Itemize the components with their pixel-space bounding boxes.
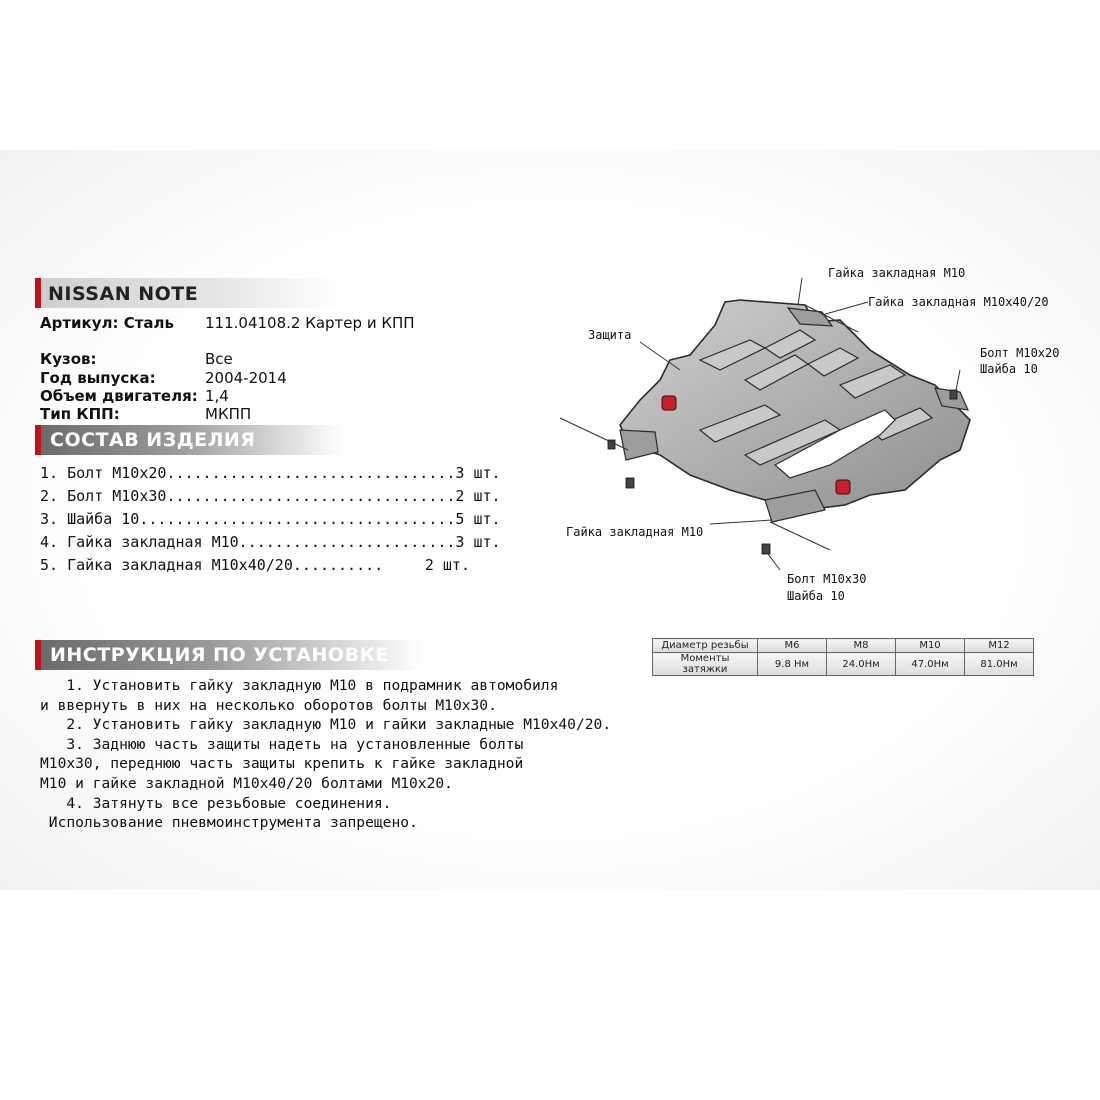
instruction-line: 3. Заднюю часть защиты надеть на установленные болты: [40, 735, 524, 753]
instruction-line: М10 и гайке закладной М10x40/20 болтами М10x20.: [40, 774, 453, 792]
part-qty: 3 шт.: [455, 533, 501, 551]
leader-line: [710, 520, 772, 524]
leader-line: [798, 278, 802, 305]
spec-label-year: Год выпуска:: [40, 369, 156, 387]
red-nut-left: [662, 396, 676, 410]
spec-label-engine: Объем двигателя:: [40, 387, 198, 405]
instructions-title: ИНСТРУКЦИЯ ПО УСТАНОВКЕ: [50, 644, 390, 666]
red-nut-right: [836, 480, 850, 494]
torque-table: [652, 638, 1034, 676]
instructions-text: [40, 676, 640, 833]
part-row: [40, 533, 501, 551]
instruction-line: 4. Затянуть все резьбовые соединения.: [40, 794, 392, 812]
bracket-rear-left: [620, 430, 658, 460]
leader-line: [768, 554, 780, 570]
spec-value-year: 2004-2014: [205, 369, 287, 387]
spec-label-gearbox: Тип КПП:: [40, 405, 120, 423]
instruction-line: 2. Установить гайку закладную М10 и гайки закладные М10x40/20.: [40, 716, 612, 734]
callout-washer-10-bottom: Шайба 10: [787, 589, 845, 603]
bolt-icon: [626, 478, 634, 488]
callout-shield: Защита: [588, 328, 632, 342]
leader-line: [640, 342, 680, 370]
callout-bolt-m10x30: Болт М10x30: [787, 572, 867, 586]
skid-plate-drawing: [540, 260, 1000, 620]
torque-row-moment: [653, 653, 1034, 676]
torque-cell: 24.0Нм: [827, 653, 896, 676]
bolt-icon: [762, 544, 770, 554]
part-name: 2. Болт М10x30................................: [40, 487, 456, 505]
spec-value-engine: 1,4: [205, 387, 229, 405]
torque-cell: М6: [758, 639, 827, 653]
torque-row-diameter: [653, 639, 1034, 653]
torque-cell: М8: [827, 639, 896, 653]
part-row: [40, 464, 501, 482]
spec-label-body: Кузов:: [40, 350, 97, 368]
part-qty: 2 шт.: [455, 487, 501, 505]
callout-bolt-m10x20: Болт М10x20: [980, 346, 1060, 360]
instruction-line: 1. Установить гайку закладную М10 в подрамник автомобиля: [40, 677, 559, 694]
leader-line: [822, 302, 868, 315]
callout-nut-m10x40-top: Гайка закладная М10x40/20: [868, 295, 1049, 309]
leader-line: [956, 370, 960, 390]
axis-line: [560, 418, 628, 450]
part-name: 3. Шайба 10...................................: [40, 510, 456, 528]
part-row: [40, 556, 470, 574]
callout-washer-10-right: Шайба 10: [980, 362, 1038, 376]
torque-cell: 9.8 Нм: [758, 653, 827, 676]
callout-nut-m10-bottom: Гайка закладная М10: [566, 525, 704, 539]
part-row: [40, 487, 501, 505]
torque-cell: М12: [965, 639, 1034, 653]
instruction-line: М10x30, переднюю часть защиты крепить к гайке закладной: [40, 755, 524, 773]
torque-cell: 47.0Нм: [896, 653, 965, 676]
axis-line: [770, 522, 830, 550]
bolt-icon: [950, 390, 957, 399]
part-qty: 5 шт.: [455, 510, 501, 528]
torque-cell: 81.0Нм: [965, 653, 1034, 676]
spec-value-article: 111.04108.2 Картер и КПП: [205, 314, 415, 332]
part-name: 5. Гайка закладная М10x40/20..........: [40, 556, 384, 574]
part-qty: 2 шт.: [424, 556, 470, 574]
spec-value-body: Все: [205, 350, 233, 368]
callout-nut-m10-top: Гайка закладная М10: [828, 266, 966, 280]
part-name: 4. Гайка закладная М10........................: [40, 533, 456, 551]
part-qty: 3 шт.: [455, 464, 501, 482]
instruction-line: Использование пневмоинструмента запрещено.: [40, 814, 418, 832]
torque-header-cell: Диаметр резьбы: [653, 639, 758, 653]
instruction-line: и ввернуть в них на несколько оборотов болты М10x30.: [40, 696, 497, 714]
model-title: NISSAN NOTE: [48, 283, 199, 305]
composition-title: СОСТАВ ИЗДЕЛИЯ: [50, 429, 256, 451]
spec-value-gearbox: МКПП: [205, 405, 252, 423]
torque-cell: М10: [896, 639, 965, 653]
spec-label-article: Артикул: Сталь: [40, 314, 175, 332]
torque-header-cell: Моменты затяжки: [653, 653, 758, 676]
part-row: [40, 510, 501, 528]
part-name: 1. Болт М10x20................................: [40, 464, 456, 482]
